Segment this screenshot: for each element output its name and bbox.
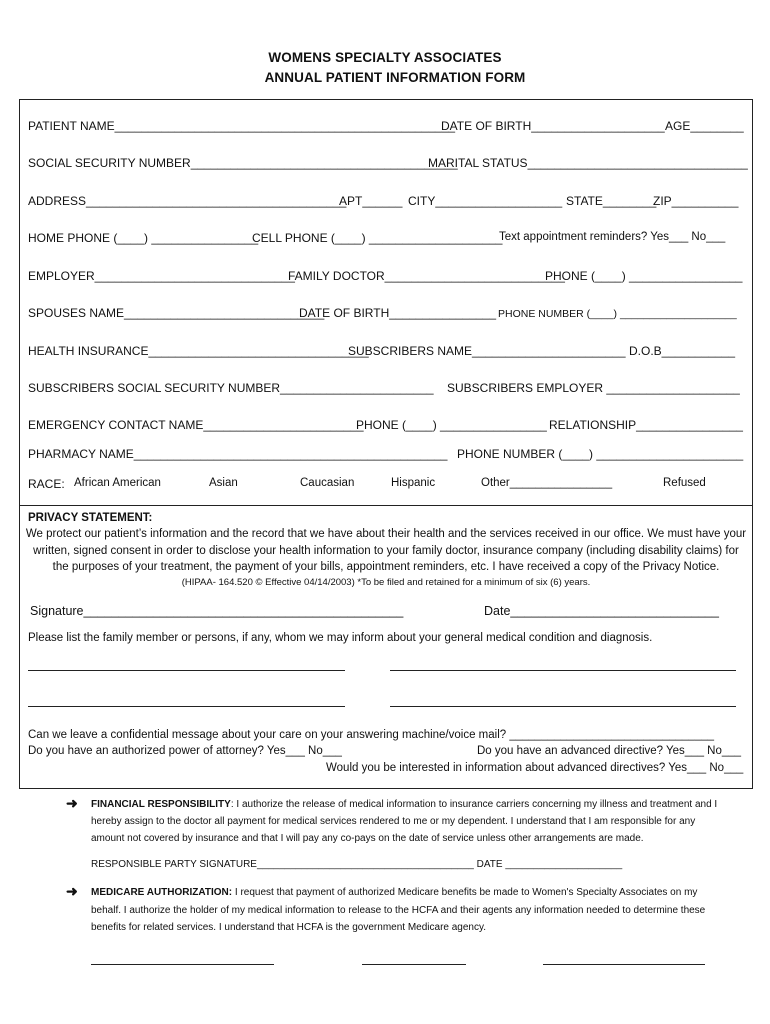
emergency-contact-field[interactable]: EMERGENCY CONTACT NAME________________________ bbox=[28, 418, 364, 432]
signature-field[interactable]: Signature______________________________________________ bbox=[30, 604, 404, 618]
family-member-line-3[interactable] bbox=[28, 706, 345, 707]
employer-phone-field[interactable]: PHONE (____) _________________ bbox=[545, 269, 743, 283]
marital-status-field[interactable]: MARITAL STATUS_________________________________ bbox=[428, 156, 748, 170]
address-field[interactable]: ADDRESS_______________________________________ bbox=[28, 194, 347, 208]
financial-text3: amount not covered by insurance and that I will pay any co-pays on the date of service unless other arrangements are made. bbox=[91, 833, 644, 844]
financial-arrow-icon: ➜ bbox=[66, 795, 78, 811]
subscriber-dob-field[interactable]: D.O.B___________ bbox=[629, 344, 736, 358]
employer-field[interactable]: EMPLOYER______________________________ bbox=[28, 269, 295, 283]
medicare-arrow-icon: ➜ bbox=[66, 883, 78, 899]
financial-heading: FINANCIAL RESPONSIBILITY bbox=[91, 799, 231, 810]
pharmacy-phone-field[interactable]: PHONE NUMBER (____) ______________________ bbox=[457, 447, 744, 461]
race-asian[interactable]: Asian bbox=[209, 477, 238, 489]
medicare-text3: benefits for related services. I understand that HCFA is the government Medicare agency. bbox=[91, 922, 487, 933]
subscribers-name-field[interactable]: SUBSCRIBERS NAME_______________________ bbox=[348, 344, 626, 358]
signature-date-field[interactable]: Date______________________________ bbox=[484, 604, 719, 618]
race-hispanic[interactable]: Hispanic bbox=[391, 477, 436, 489]
patient-name-field[interactable]: PATIENT NAME___________________________________________________ bbox=[28, 119, 456, 133]
section-divider bbox=[19, 505, 753, 506]
state-field[interactable]: STATE________ bbox=[566, 194, 657, 208]
family-inform-prompt: Please list the family member or persons, if any, whom we may inform about your general medical condition and diagnosis. bbox=[28, 632, 653, 644]
race-african-american[interactable]: African American bbox=[74, 477, 161, 489]
spouse-phone-field[interactable]: PHONE NUMBER (____) ____________________ bbox=[498, 308, 737, 320]
privacy-line2: written, signed consent in order to disclose your health information to your family doctor, insurance company (including disability claims) for bbox=[33, 545, 739, 557]
subscriber-ssn-field[interactable]: SUBSCRIBERS SOCIAL SECURITY NUMBER_______________________ bbox=[28, 381, 434, 395]
family-member-line-4[interactable] bbox=[390, 706, 736, 707]
dob-field[interactable]: DATE OF BIRTH____________________ bbox=[441, 119, 665, 133]
hipaa-note: (HIPAA- 164.520 © Effective 04/14/2003) *To be filed and retained for a minimum of six (6) years. bbox=[181, 577, 591, 588]
text-reminders-field[interactable]: Text appointment reminders? Yes___ No___ bbox=[499, 231, 726, 243]
medicare-date-line[interactable] bbox=[362, 964, 466, 965]
home-phone-field[interactable]: HOME PHONE (____) ________________ bbox=[28, 231, 259, 245]
spouse-dob-field[interactable]: DATE OF BIRTH________________ bbox=[299, 306, 497, 320]
medicare-line1 bbox=[91, 884, 697, 901]
advanced-directive-field[interactable]: Do you have an advanced directive? Yes___ No___ bbox=[477, 745, 742, 757]
family-doctor-field[interactable]: FAMILY DOCTOR___________________________ bbox=[288, 269, 565, 283]
relationship-field[interactable]: RELATIONSHIP________________ bbox=[549, 418, 743, 432]
medicare-signature-line[interactable] bbox=[91, 964, 274, 965]
financial-text2: hereby assign to the doctor all payment for medical services rendered to me or my dependent. I understand that I am responsible for any bbox=[91, 816, 696, 827]
form-title-line1: WOMENS SPECIALTY ASSOCIATES bbox=[268, 50, 502, 65]
race-caucasian[interactable]: Caucasian bbox=[300, 477, 355, 489]
cell-phone-field[interactable]: CELL PHONE (____) ____________________ bbox=[252, 231, 503, 245]
form-title-line2: ANNUAL PATIENT INFORMATION FORM bbox=[264, 70, 526, 85]
privacy-line3: the purposes of your treatment, the payment of your bills, appointment reminders, etc. I have received a copy of the Privacy Notice. bbox=[52, 561, 720, 573]
city-field[interactable]: CITY___________________ bbox=[408, 194, 563, 208]
race-refused[interactable]: Refused bbox=[663, 477, 706, 489]
power-of-attorney-field[interactable]: Do you have an authorized power of attorney? Yes___ No___ bbox=[28, 745, 342, 757]
spouses-name-field[interactable]: SPOUSES NAME______________________________ bbox=[28, 306, 325, 320]
privacy-heading: PRIVACY STATEMENT: bbox=[28, 512, 153, 524]
apt-field[interactable]: APT______ bbox=[339, 194, 403, 208]
family-member-line-1[interactable] bbox=[28, 670, 345, 671]
financial-line1 bbox=[91, 796, 717, 813]
race-other[interactable]: Other________________ bbox=[481, 477, 613, 489]
advanced-directive-interest-field[interactable]: Would you be interested in information about advanced directives? Yes___ No___ bbox=[326, 762, 744, 774]
responsible-party-signature-field[interactable]: RESPONSIBLE PARTY SIGNATURE_______________________________________ DATE _____________________ bbox=[91, 859, 623, 870]
ssn-field[interactable]: SOCIAL SECURITY NUMBER________________________________________ bbox=[28, 156, 458, 170]
family-member-line-2[interactable] bbox=[390, 670, 736, 671]
pharmacy-name-field[interactable]: PHARMACY NAME_______________________________________________ bbox=[28, 447, 448, 461]
age-field[interactable]: AGE________ bbox=[665, 119, 744, 133]
medicare-extra-line[interactable] bbox=[543, 964, 705, 965]
financial-text1: : I authorize the release of medical information to insurance carriers concerning my illness and treatment and I bbox=[230, 799, 718, 810]
medicare-text2: behalf. I authorize the holder of my medical information to release to the HCFA and their agents any information needed to determine these bbox=[91, 905, 706, 916]
zip-field[interactable]: ZIP__________ bbox=[653, 194, 739, 208]
race-label: RACE: bbox=[28, 477, 65, 491]
privacy-line1: We protect our patient’s information and the record that we have about their health and the services received in our office. We must have your bbox=[25, 528, 747, 540]
emergency-phone-field[interactable]: PHONE (____) ________________ bbox=[356, 418, 547, 432]
subscriber-employer-field[interactable]: SUBSCRIBERS EMPLOYER ____________________ bbox=[447, 381, 740, 395]
health-insurance-field[interactable]: HEALTH INSURANCE_________________________________ bbox=[28, 344, 369, 358]
medicare-heading: MEDICARE AUTHORIZATION: bbox=[91, 887, 233, 898]
confidential-message-field[interactable]: Can we leave a confidential message about your care on your answering machine/voice mail? ________________________________ bbox=[28, 729, 715, 741]
medicare-text1: I request that payment of authorized Medicare benefits be made to Women's Specialty Associates on my bbox=[232, 887, 698, 898]
